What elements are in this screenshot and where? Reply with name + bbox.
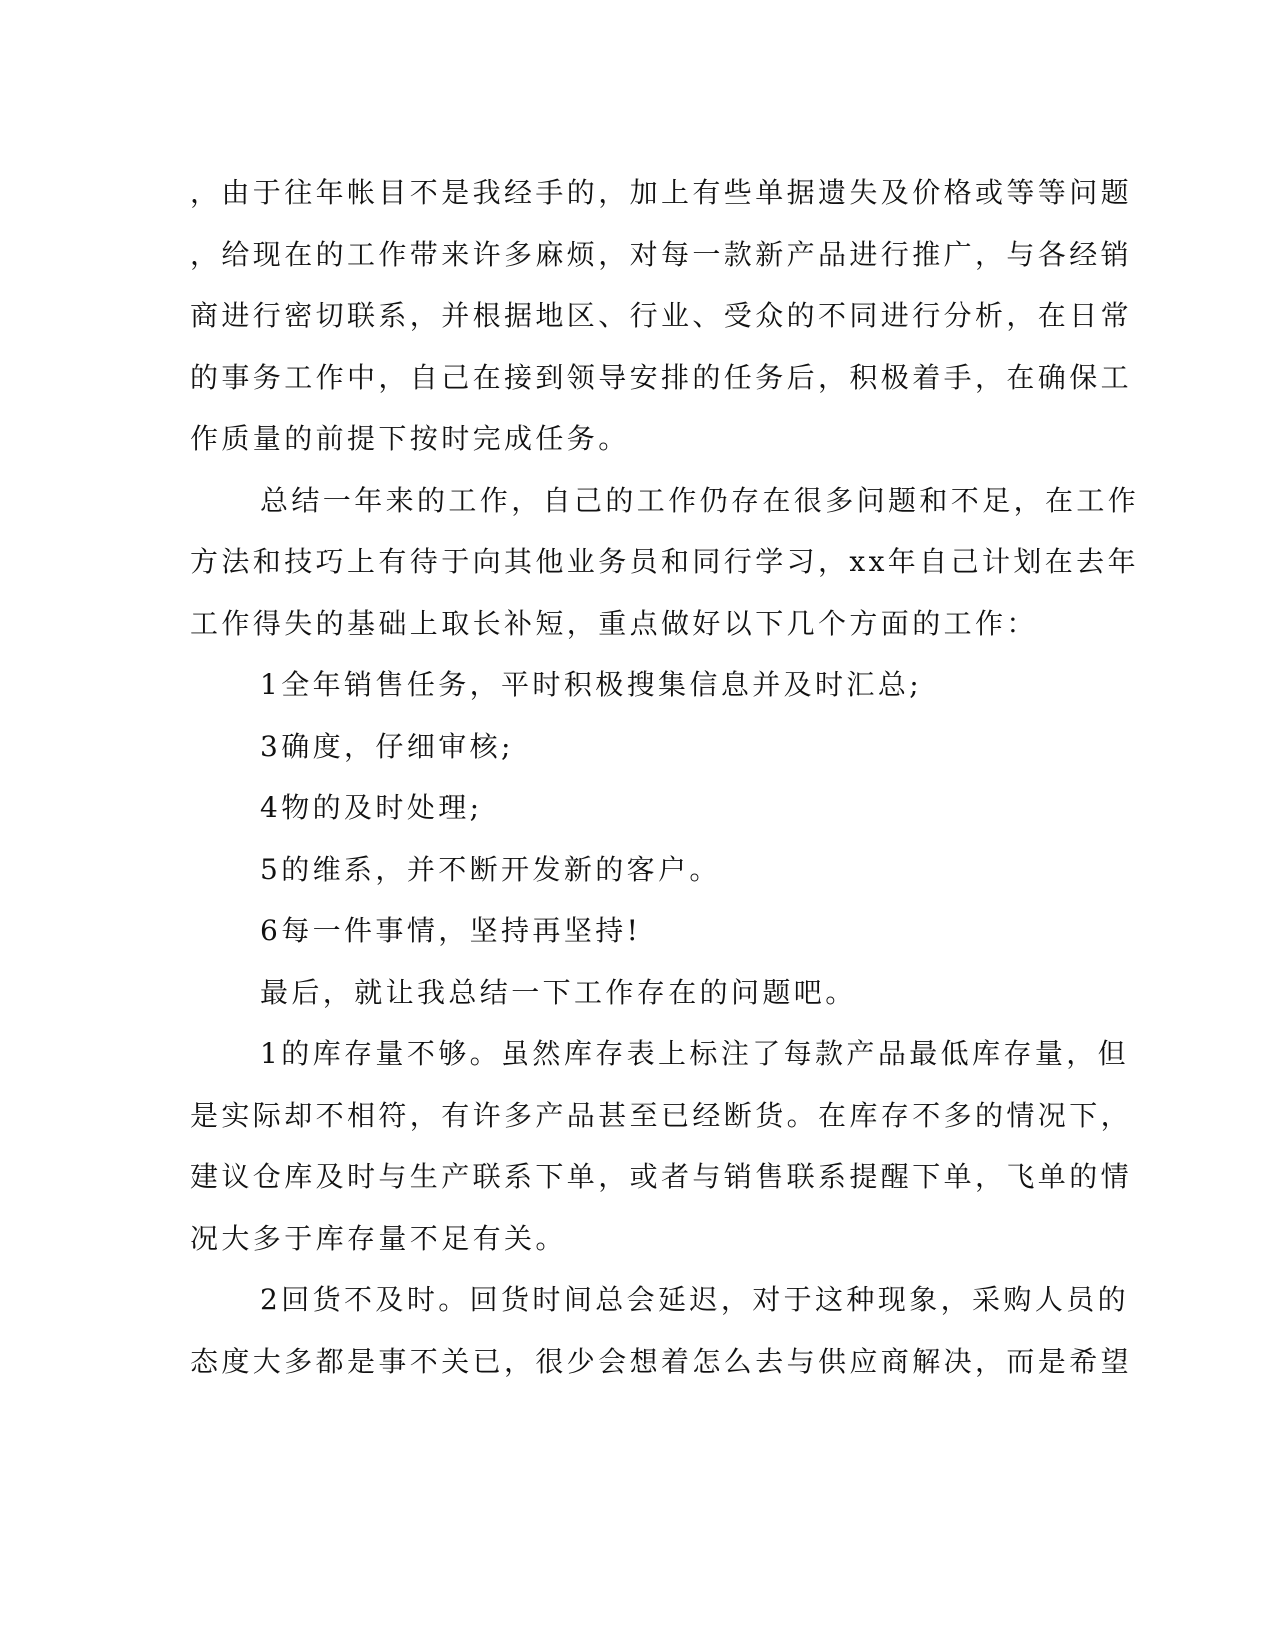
text-line: 是实际却不相符，有许多产品甚至已经断货。在库存不多的情况下， [190, 1098, 1133, 1132]
text-line: 2回货不及时。回货时间总会延迟，对于这种现象，采购人员的 [260, 1283, 1130, 1316]
text-line: 的事务工作中，自己在接到领导安排的任务后，积极着手，在确保工 [190, 360, 1133, 394]
text-line: 商进行密切联系，并根据地区、行业、受众的不同进行分析，在日常 [190, 299, 1133, 332]
text-line: 1的库存量不够。虽然库存表上标注了每款产品最低库存量，但 [260, 1037, 1130, 1070]
text-line: ，由于往年帐目不是我经手的，加上有些单据遗失及价格或等等问题 [190, 176, 1133, 209]
text-line: 作质量的前提下按时完成任务。 [190, 422, 630, 455]
text-line: 总结一年来的工作，自己的工作仍存在很多问题和不足，在工作 [260, 483, 1140, 517]
text-line: 1全年销售任务，平时积极搜集信息并及时汇总; [260, 668, 923, 701]
text-line: 况大多于库存量不足有关。 [190, 1221, 567, 1255]
text-line: ，给现在的工作带来许多麻烦，对每一款新产品进行推广，与各经销 [190, 237, 1133, 271]
text-line: 方法和技巧上有待于向其他业务员和同行学习，xx年自己计划在去年 [190, 545, 1139, 578]
text-line: 4物的及时处理; [260, 791, 483, 824]
text-line: 最后，就让我总结一下工作存在的问题吧。 [260, 975, 857, 1009]
text-line: 3确度，仔细审核; [260, 729, 514, 763]
document-body [190, 162, 1140, 1392]
text-line: 态度大多都是事不关已，很少会想着怎么去与供应商解决，而是希望 [190, 1344, 1133, 1378]
text-line: 5的维系，并不断开发新的客户。 [260, 852, 721, 886]
text-line: 工作得失的基础上取长补短，重点做好以下几个方面的工作： [190, 606, 1038, 640]
text-line: 建议仓库及时与生产联系下单，或者与销售联系提醒下单，飞单的情 [190, 1160, 1133, 1193]
text-line: 6每一件事情，坚持再坚持! [260, 914, 642, 947]
